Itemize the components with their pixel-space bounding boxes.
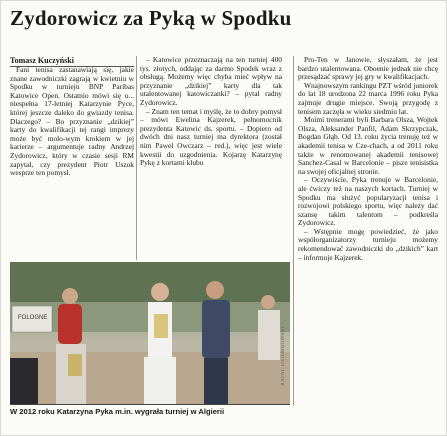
photo-illustration (10, 262, 290, 404)
column-divider (293, 56, 294, 406)
paragraph: – Wstępnie mogę powiedzieć, że jako współorganizatorzy turnieju możemy rekomendować zawodniczki do „dzikich” kart – informuje Kajzerek. (298, 226, 438, 262)
article-author: Tomasz Kuczyński (10, 56, 134, 67)
paragraph: Pro-Ten w Janowie, słyszałam, że jest bardzo utalentowana. Oboenie jednak nie chcę przesądzać sprawy jej gry w kwalifikacjach. (298, 56, 438, 82)
column-divider (136, 56, 137, 260)
paragraph: Wnajnowszym rankingu PZT wśród juniorek do lat 18 urodzona 22 marca 1996 roku Pyka zajmuje drugie miejsce. Swoją przygodę z tenisem zaczęła w wieku siedmiu lat. (298, 80, 438, 116)
paragraph: – Znam ten temat i myślę, że to dobry pomysł – mówi Ewelina Kajzerek, pełnomocnik prezydenta Katowic ds. sportu. – Dopiero od dwóch dni nasz turniej ma dyrektora (został nim Paweł Owczarz – red.), więc jest wiele kwestii do uzgodnienia. Kojarzę Katarzynę Pykę z kortami klubu (140, 106, 282, 168)
paragraph: – Oczywiście, Pyka trenuje w Barcelonie, ale ćwiczy też na naszych kortach. Turniej w Spodku ma służyć popularyzacji tenisa i rozwojowi polskiego sportu, więc należy dać szansę takim talentom – podkreśla Zydorowicz. (298, 175, 438, 228)
photo-caption (10, 407, 295, 416)
article-column-2 (140, 56, 282, 262)
banner-text: FOLOGNE (18, 315, 48, 321)
article-photo (10, 262, 290, 404)
article-column-1 (10, 66, 134, 262)
paragraph: Fani tenisa zastanawiają się, jakie znane zawodniczki zagrają w kwietniu w Spodku w turnieju BNP Paribas Katowice Open. Ostatnio mówi się o... niespełna 17-letniej Katarzynie Pyce, której jeszcze daleko do gwiazdy tenisa. Dlaczego? – Bo przyznanie „dzikiej” karty do kwalifikacji tej rangi imprezy może być molo-wym krokiem w jej karierze – argumentuje radny Andrzej Zydorowicz, który w czasie sesji RM zapytał, czy prezydent Piotr Uszok wesprze ten pomysł. (10, 66, 134, 178)
caption-text: W 2012 roku Katarzyna Pyka m.in. wygrała turniej w Algierii (10, 407, 225, 416)
caption-rule (10, 404, 290, 405)
photo-credit: RAFAŁ DZIEMBOWSKI (281, 326, 286, 386)
article-title: Zydorowicz za Pyką w Spodku (10, 6, 292, 30)
paragraph: Moimi trenerami byli Barbara Olsza, Wojtek Olsza, Aleksander Panfil, Adam Skrzypczak, Bogdan Głąb. Od 13. roku życia trenuję też w akademii tenisa w Cze-chach, a od 2011 roku także w renomowanej akademii tenisowej Sanchez-Casal w Barcelonie – pisze tenisistka na swojej oficjalnej stronie. (298, 115, 438, 176)
paragraph: – Katowice przeznaczają na ten turniej 400 tys. złotych, oddając za darmo Spodek wraz z obsługą. Możemy więc chyba mieć wpływ na przyznanie „dzikiej” karty dla tak utalentowanej katowiczanki? – pytał radny Zydorowicz. (140, 56, 282, 107)
article-column-3 (298, 56, 438, 406)
